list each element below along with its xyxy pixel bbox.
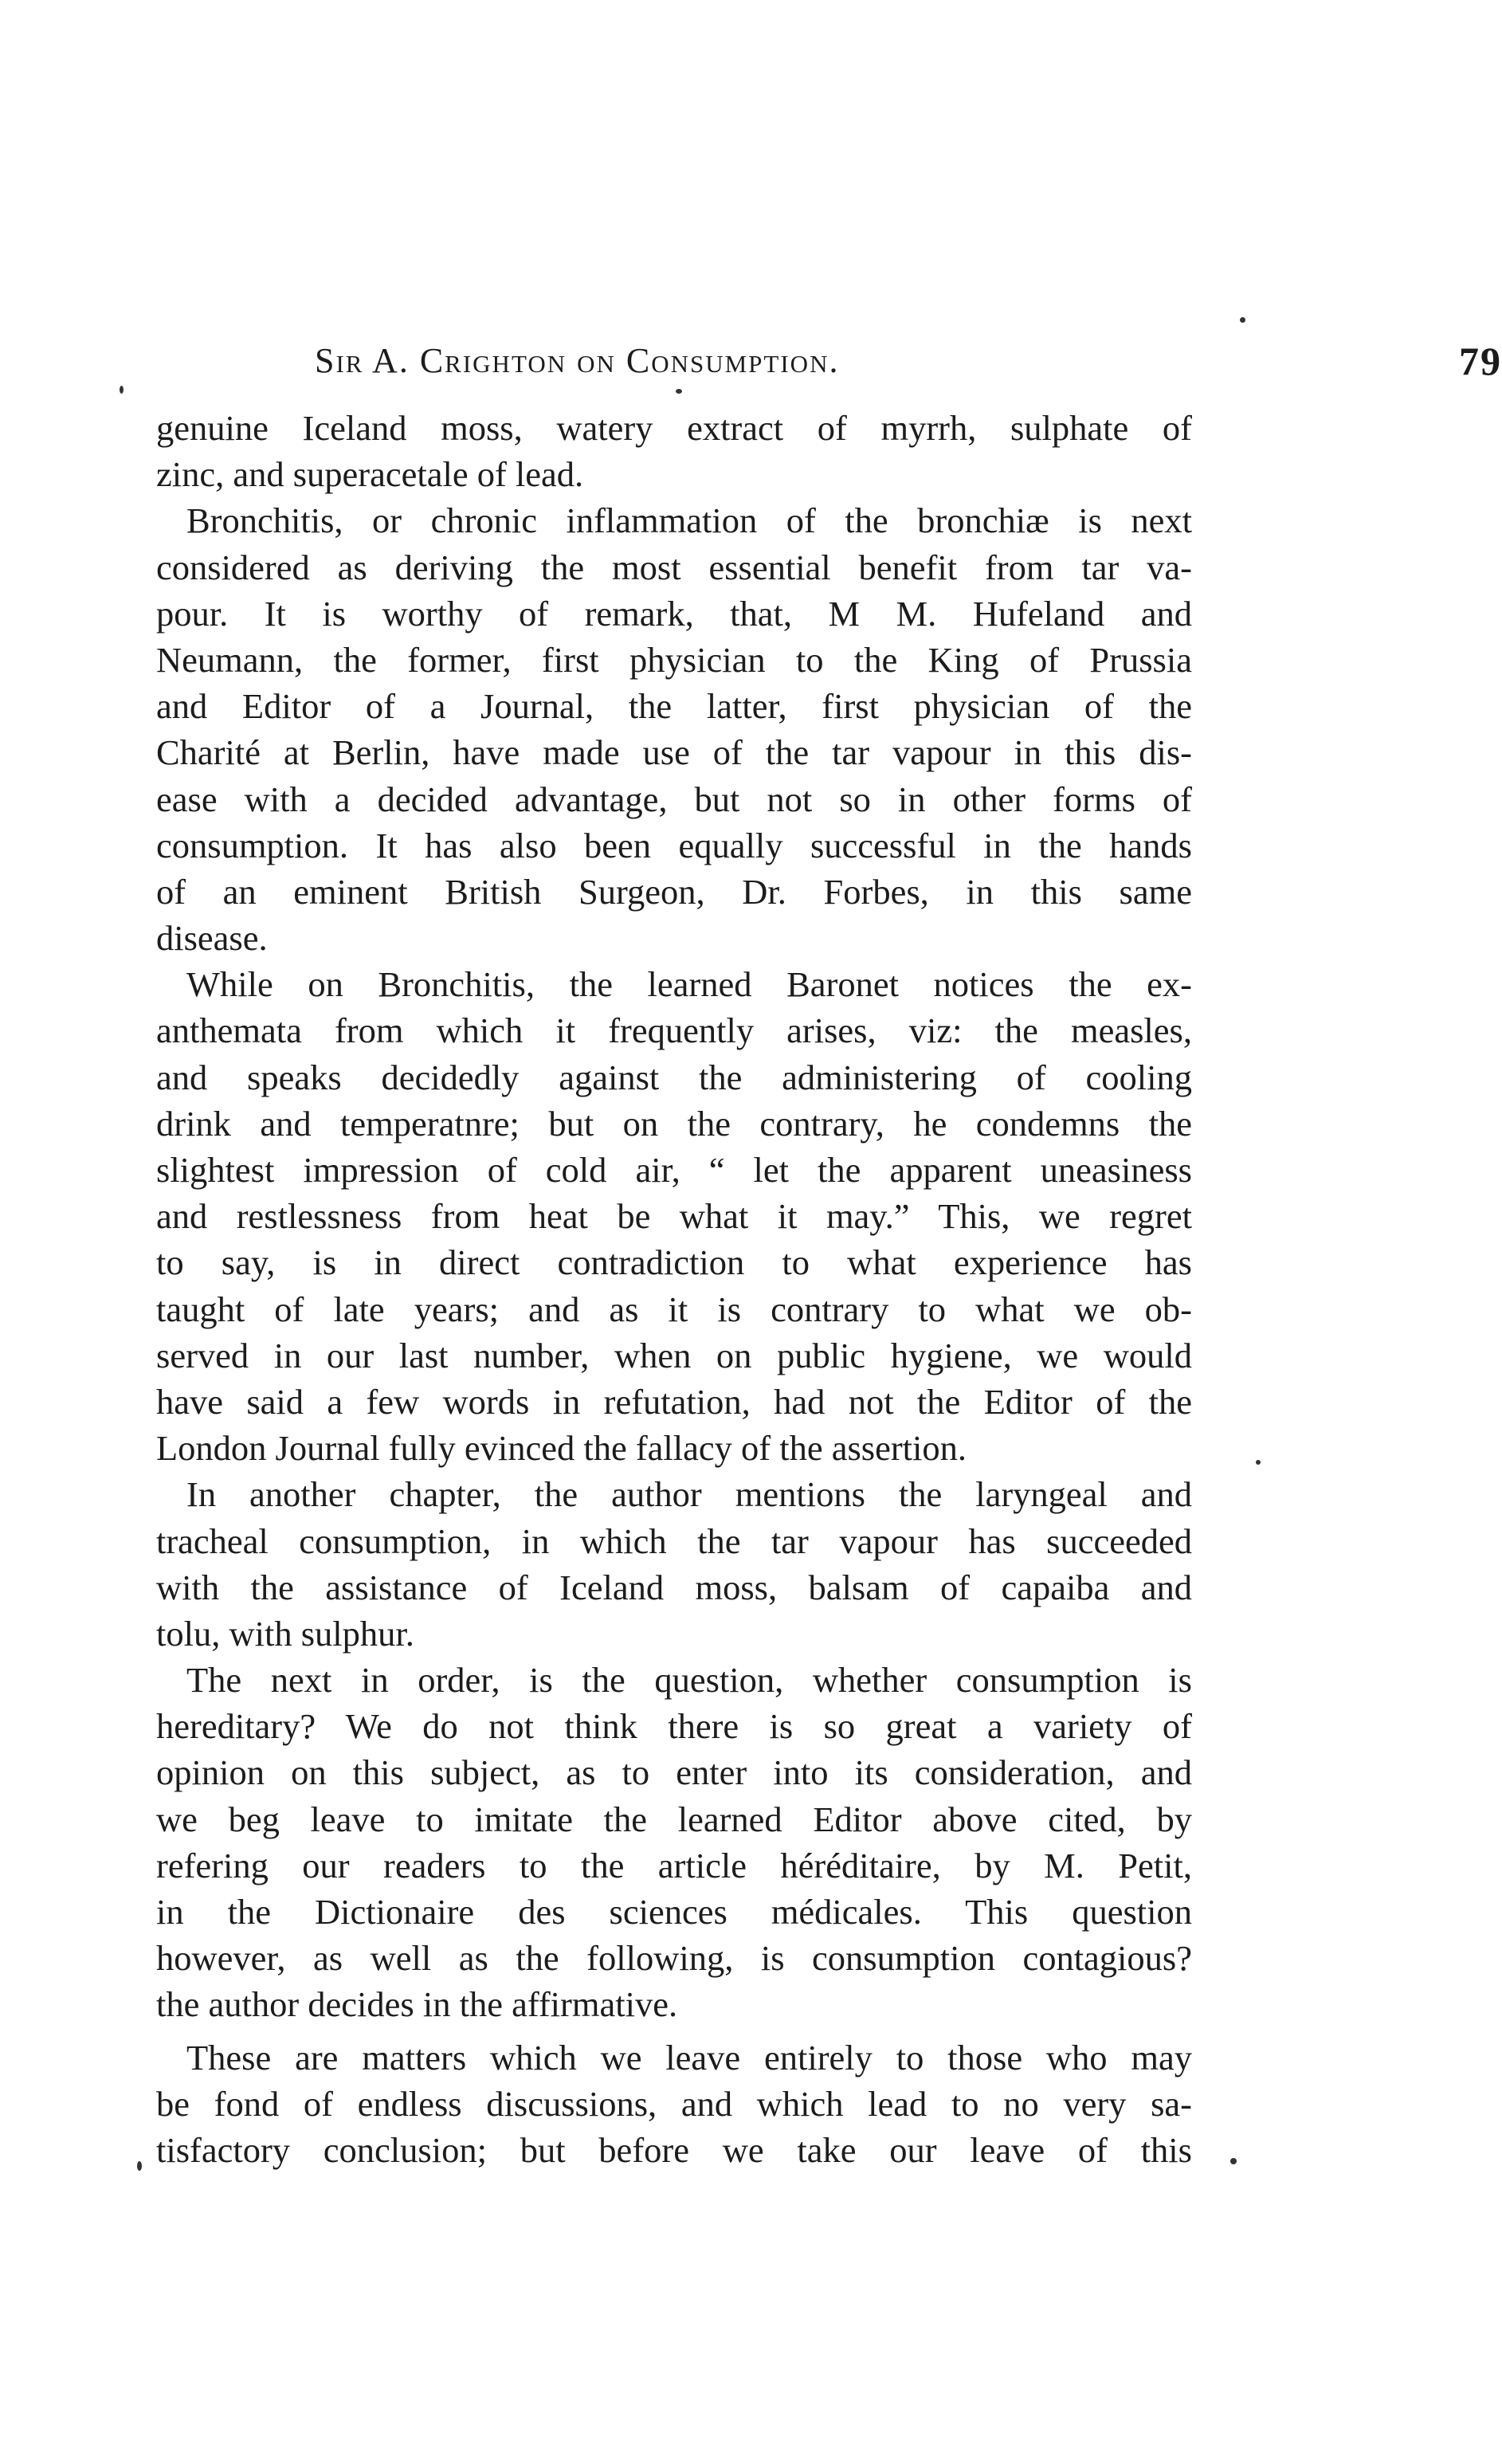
- text-line: slightest impression of cold air, “ let the apparent uneasiness: [156, 1150, 1192, 1190]
- text-line: anthemata from which it frequently arises, viz: the measles,: [156, 1010, 1192, 1051]
- text-line: taught of late years; and as it is contrary to what we ob-: [156, 1289, 1192, 1329]
- text-line: hereditary? We do not think there is so great a variety of: [156, 1706, 1192, 1747]
- text-line: The next in order, is the question, whether consumption is: [186, 1660, 1192, 1701]
- scan-speck: [676, 389, 682, 394]
- running-head: [315, 333, 1502, 389]
- scan-speck: [1256, 1460, 1261, 1465]
- text-line: genuine Iceland moss, watery extract of myrrh, sulphate of: [156, 408, 1192, 448]
- page-number: 79: [1459, 339, 1502, 383]
- text-line: consumption. It has also been equally successful in the hands: [156, 825, 1192, 865]
- text-line: refering our readers to the article héréditaire, by M. Petit,: [156, 1845, 1192, 1885]
- text-line: and restlessness from heat be what it may.” This, we regret: [156, 1196, 1192, 1237]
- text-line: Neumann, the former, first physician to the King of Prussia: [156, 639, 1192, 680]
- text-line: ease with a decided advantage, but not so in other forms of: [156, 779, 1192, 819]
- text-line: tracheal consumption, in which the tar vapour has succeeded: [156, 1520, 1192, 1561]
- text-line: disease.: [156, 918, 268, 959]
- text-line: with the assistance of Iceland moss, balsam of capaiba and: [156, 1567, 1192, 1607]
- text-line: drink and temperatnre; but on the contrary, he condemns the: [156, 1103, 1192, 1144]
- text-line: zinc, and superacetale of lead.: [156, 454, 584, 495]
- text-line: be fond of endless discussions, and which lead to no very sa-: [156, 2083, 1192, 2124]
- scan-speck: [120, 386, 124, 394]
- scan-speck: [1230, 2158, 1237, 2164]
- body-text: [156, 405, 1192, 2173]
- text-line: opinion on this subject, as to enter into its consideration, and: [156, 1752, 1192, 1793]
- text-line: Charité at Berlin, have made use of the tar vapour in this dis-: [156, 732, 1192, 773]
- text-line: to say, is in direct contradiction to what experience has: [156, 1242, 1192, 1283]
- text-line: in the Dictionaire des sciences médicales. This question: [156, 1892, 1192, 1932]
- text-line: In another chapter, the author mentions the laryngeal and: [186, 1474, 1192, 1515]
- text-line: have said a few words in refutation, had not the Editor of the: [156, 1381, 1192, 1422]
- scan-speck: [1240, 317, 1245, 323]
- text-line: pour. It is worthy of remark, that, M M. Hufeland and: [156, 593, 1192, 634]
- text-line: tolu, with sulphur.: [156, 1613, 414, 1654]
- text-line: London Journal fully evinced the fallacy of the assertion.: [156, 1428, 967, 1469]
- text-line: served in our last number, when on public hygiene, we would: [156, 1335, 1192, 1375]
- text-line: and Editor of a Journal, the latter, first physician of the: [156, 686, 1192, 727]
- scan-speck: [137, 2161, 142, 2171]
- text-line: we beg leave to imitate the learned Editor above cited, by: [156, 1799, 1192, 1839]
- paragraph-gap: [156, 2028, 1192, 2034]
- text-line: and speaks decidedly against the administering of cooling: [156, 1057, 1192, 1097]
- text-line: the author decides in the affirmative.: [156, 1984, 678, 2025]
- text-line: While on Bronchitis, the learned Baronet notices the ex-: [186, 964, 1192, 1005]
- text-line: These are matters which we leave entirely to those who may: [186, 2037, 1192, 2078]
- running-head-title: Sir A. Crighton on Consumption.: [315, 341, 840, 380]
- text-line: however, as well as the following, is consumption contagious?: [156, 1938, 1192, 1979]
- text-line: of an eminent British Surgeon, Dr. Forbes, in this same: [156, 871, 1192, 912]
- text-line: tisfactory conclusion; but before we take our leave of this: [156, 2129, 1192, 2170]
- text-line: considered as deriving the most essential benefit from tar va-: [156, 547, 1192, 587]
- text-line: Bronchitis, or chronic inflammation of the bronchiæ is next: [186, 500, 1192, 541]
